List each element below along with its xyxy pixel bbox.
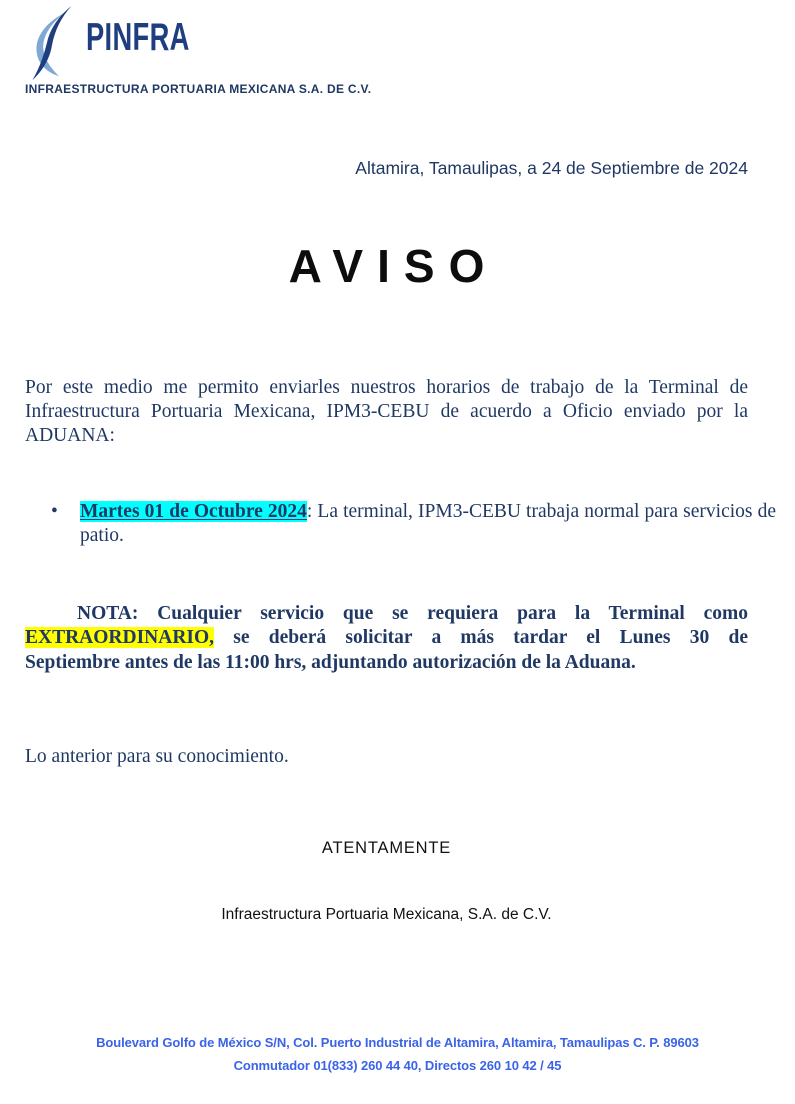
- schedule-bullet-item: [25, 500, 776, 549]
- salutation: ATENTAMENTE: [321, 839, 452, 857]
- org-name-line: INFRAESTRUCTURA PORTUARIA MEXICANA S.A. DE C.V.: [25, 82, 372, 96]
- nota-line-2-text: se deberá solicitar a más tardar el Lunes 30 de: [233, 627, 748, 649]
- page-title: AVISO: [288, 240, 499, 292]
- bullet-text: : La terminal, IPM3-CEBU trabaja normal para servicios de patio.: [80, 501, 776, 547]
- pinfra-swoosh-icon: [26, 6, 80, 80]
- signature-company: Infraestructura Portuaria Mexicana, S.A. de C.V.: [221, 906, 552, 923]
- closing-line: Lo anterior para su conocimiento.: [25, 746, 289, 767]
- highlighted-date: Martes 01 de Octubre 2024: [80, 501, 307, 522]
- nota-line-1-text: NOTA: Cualquier servicio que se requiera para la Terminal como: [77, 603, 748, 624]
- intro-paragraph: Por este medio me permito enviarles nuestros horarios de trabajo de la Terminal de Infraestructura Portuaria Mexicana, IPM3-CEBU de acuerdo a Oficio enviado por la ADUANA:: [25, 376, 748, 447]
- dateline: Altamira, Tamaulipas, a 24 de Septiembre de 2024: [355, 158, 748, 178]
- page-footer: [0, 1031, 795, 1077]
- bullet-icon: •: [51, 501, 58, 522]
- company-logo: [26, 6, 234, 80]
- nota-line-1: [25, 602, 748, 626]
- nota-line-2: [25, 626, 748, 650]
- nota-paragraph: [25, 602, 748, 675]
- footer-phones: Conmutador 01(833) 260 44 40, Directos 260 10 42 / 45: [233, 1058, 562, 1073]
- nota-line-3: Septiembre antes de las 11:00 hrs, adjuntando autorización de la Aduana.: [25, 651, 636, 673]
- highlighted-extraordinario: EXTRAORDINARIO,: [25, 627, 215, 649]
- footer-address: Boulevard Golfo de México S/N, Col. Puerto Industrial de Altamira, Altamira, Tamaulipas C. P. 89603: [96, 1035, 699, 1050]
- logo-wordmark: PINFRA: [86, 16, 190, 59]
